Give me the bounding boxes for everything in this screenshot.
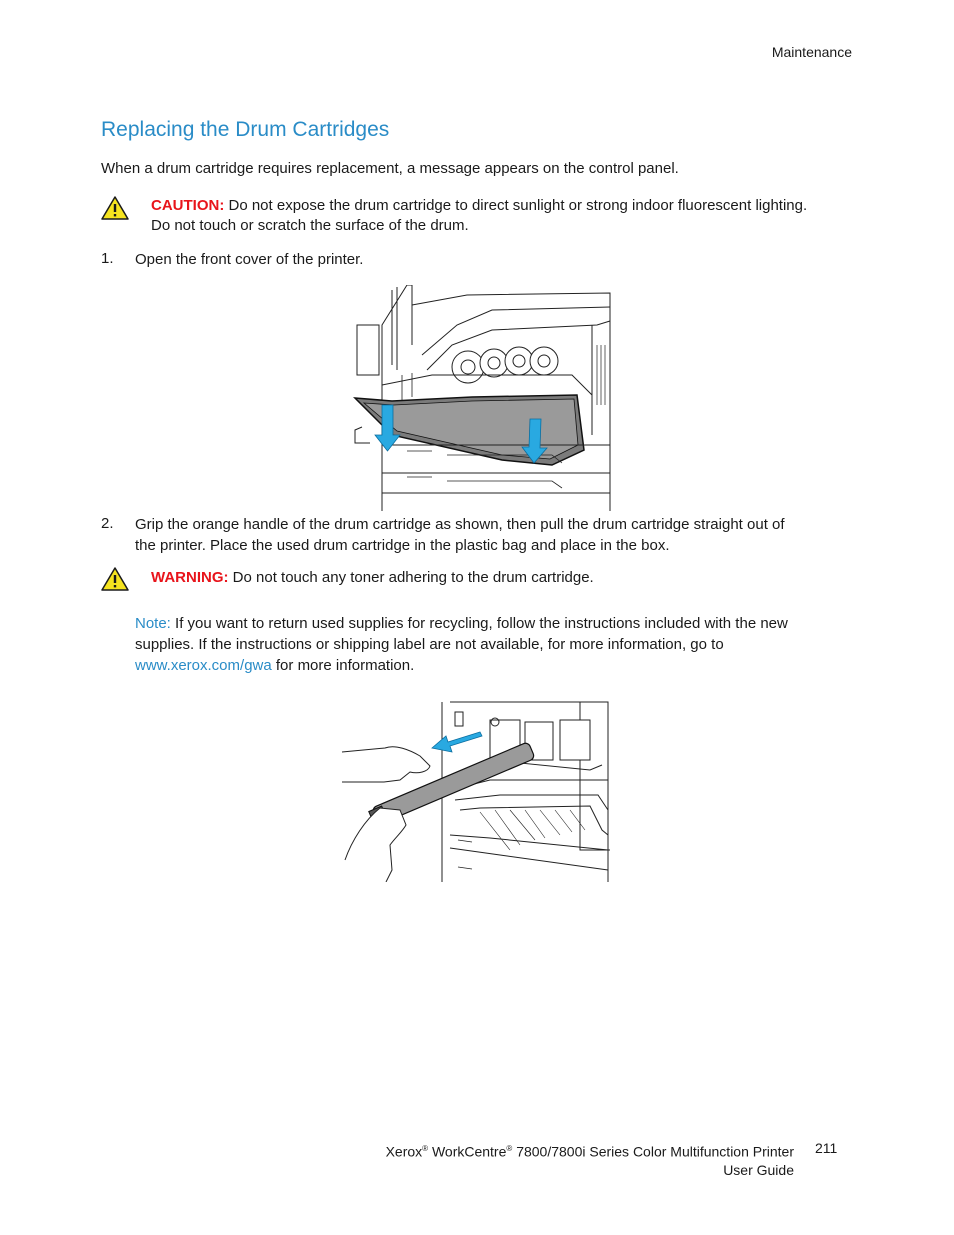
warning-icon-wrap [101,567,129,591]
warning-label: WARNING: [151,569,229,586]
note-label: Note: [135,615,171,632]
page-number: 211 [815,1140,838,1156]
page-title: Replacing the Drum Cartridges [101,118,390,141]
drum-removal-illustration [340,700,612,882]
caution-icon [101,196,129,220]
footer-reg-mark-2: ® [506,1144,513,1153]
warning-text: Do not touch any toner adhering to the drum cartridge. [232,569,594,586]
step-1-number: 1. [101,250,114,267]
footer-product [386,1140,794,1179]
step-2-text-line2: the printer. Place the used drum cartridge in the plastic bag and place in the box. [135,537,670,554]
caution-block [151,196,807,236]
footer-product-rest: 7800/7800i Series Color Multifunction Printer [516,1143,794,1160]
note-text-line1: If you want to return used supplies for recycling, follow the instructions included with the new [175,615,788,632]
warning-block [151,568,594,588]
step-2-number: 2. [101,515,114,532]
footer-product-line [386,1140,794,1161]
footer-brand: Xerox [385,1143,423,1160]
printer-front-cover-illustration [352,285,612,511]
section-label: Maintenance [771,44,852,60]
note-text-line2: supplies. If the instructions or shipping label are not available, for more information, go to [135,636,724,653]
recycling-link[interactable]: www.xerox.com/gwa [135,657,272,674]
caution-label: CAUTION: [151,197,225,214]
step-2-text [135,514,785,556]
note-block [135,613,788,676]
intro-text: When a drum cartridge requires replacement, a message appears on the control panel. [101,160,679,177]
footer-product-name: WorkCentre [431,1143,507,1160]
step-2-text-line1: Grip the orange handle of the drum cartridge as shown, then pull the drum cartridge straight out of [135,516,785,533]
warning-triangle-icon [101,196,129,220]
footer-guide: User Guide [723,1161,794,1178]
step-1-text: Open the front cover of the printer. [135,251,364,268]
footer-reg-mark-1: ® [422,1144,429,1153]
caution-text-line2: Do not touch or scratch the surface of the drum. [151,217,469,234]
warning-triangle-icon [101,567,129,591]
caution-text-line1: Do not expose the drum cartridge to direct sunlight or strong indoor fluorescent lighting. [228,197,808,214]
note-text-after-link: for more information. [275,657,415,674]
